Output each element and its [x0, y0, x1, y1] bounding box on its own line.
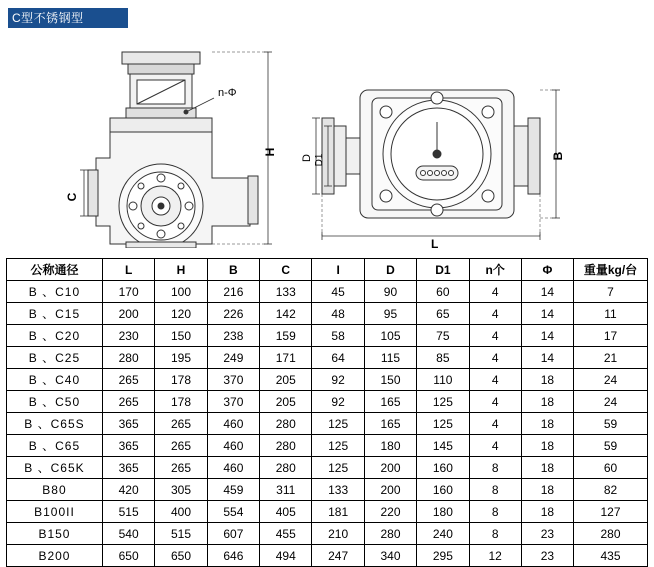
cell-c: 171	[260, 347, 312, 369]
cell-name: B100II	[7, 501, 103, 523]
cell-h: 265	[155, 457, 207, 479]
table-header-row	[7, 259, 648, 281]
cell-d1: 160	[417, 479, 469, 501]
cell-l: 540	[102, 523, 154, 545]
cell-c: 494	[260, 545, 312, 567]
cell-name: B 、C10	[7, 281, 103, 303]
cell-l: 265	[102, 391, 154, 413]
col-header-0: 公称通径	[7, 259, 103, 281]
cell-name: B 、C65	[7, 435, 103, 457]
cell-b: 460	[207, 457, 259, 479]
cell-name: B 、C20	[7, 325, 103, 347]
cell-i: 48	[312, 303, 364, 325]
cell-c: 205	[260, 369, 312, 391]
cell-phi: 18	[521, 413, 573, 435]
cell-weight: 435	[574, 545, 648, 567]
cell-c: 280	[260, 413, 312, 435]
cell-i: 92	[312, 391, 364, 413]
col-header-10: 重量kg/台	[574, 259, 648, 281]
cell-d1: 65	[417, 303, 469, 325]
cell-d: 165	[364, 391, 416, 413]
cell-h: 400	[155, 501, 207, 523]
cell-n: 4	[469, 435, 521, 457]
cell-h: 178	[155, 391, 207, 413]
cell-n: 4	[469, 303, 521, 325]
cell-i: 125	[312, 435, 364, 457]
cell-name: B200	[7, 545, 103, 567]
cell-c: 142	[260, 303, 312, 325]
cell-weight: 280	[574, 523, 648, 545]
cell-d: 165	[364, 413, 416, 435]
cell-i: 247	[312, 545, 364, 567]
cell-name: B 、C40	[7, 369, 103, 391]
cell-d1: 110	[417, 369, 469, 391]
cell-i: 181	[312, 501, 364, 523]
cell-phi: 18	[521, 479, 573, 501]
cell-h: 515	[155, 523, 207, 545]
table-row	[7, 545, 648, 567]
cell-c: 405	[260, 501, 312, 523]
cell-phi: 18	[521, 391, 573, 413]
cell-i: 58	[312, 325, 364, 347]
cell-l: 420	[102, 479, 154, 501]
cell-d: 340	[364, 545, 416, 567]
cell-b: 646	[207, 545, 259, 567]
cell-phi: 18	[521, 435, 573, 457]
cell-d1: 125	[417, 413, 469, 435]
cell-b: 460	[207, 413, 259, 435]
table-row	[7, 457, 648, 479]
col-header-9: Φ	[521, 259, 573, 281]
cell-c: 133	[260, 281, 312, 303]
label-b: B	[551, 151, 565, 161]
cell-l: 230	[102, 325, 154, 347]
cell-weight: 11	[574, 303, 648, 325]
cell-l: 200	[102, 303, 154, 325]
cell-weight: 59	[574, 413, 648, 435]
cell-h: 195	[155, 347, 207, 369]
cell-d: 200	[364, 457, 416, 479]
cell-phi: 18	[521, 369, 573, 391]
cell-i: 45	[312, 281, 364, 303]
cell-n: 8	[469, 523, 521, 545]
cell-d1: 125	[417, 391, 469, 413]
col-header-3: B	[207, 259, 259, 281]
cell-d: 90	[364, 281, 416, 303]
cell-phi: 23	[521, 545, 573, 567]
cell-b: 607	[207, 523, 259, 545]
cell-b: 460	[207, 435, 259, 457]
cell-d1: 145	[417, 435, 469, 457]
cell-b: 226	[207, 303, 259, 325]
table-row	[7, 347, 648, 369]
col-header-6: D	[364, 259, 416, 281]
cell-n: 4	[469, 391, 521, 413]
cell-d: 220	[364, 501, 416, 523]
label-l: L	[431, 237, 439, 248]
cell-i: 125	[312, 413, 364, 435]
cell-n: 4	[469, 369, 521, 391]
cell-b: 370	[207, 369, 259, 391]
spec-table-container	[6, 258, 648, 567]
cell-weight: 24	[574, 369, 648, 391]
cell-i: 64	[312, 347, 364, 369]
cell-d1: 240	[417, 523, 469, 545]
table-row	[7, 501, 648, 523]
label-h: H	[263, 147, 277, 157]
cell-weight: 7	[574, 281, 648, 303]
cell-b: 459	[207, 479, 259, 501]
cell-n: 8	[469, 479, 521, 501]
col-header-8: n个	[469, 259, 521, 281]
cell-name: B 、C65S	[7, 413, 103, 435]
cell-c: 159	[260, 325, 312, 347]
cell-b: 554	[207, 501, 259, 523]
label-d1: D1	[314, 153, 325, 167]
col-header-5: I	[312, 259, 364, 281]
cell-l: 365	[102, 413, 154, 435]
table-row	[7, 281, 648, 303]
cell-l: 515	[102, 501, 154, 523]
cell-n: 4	[469, 413, 521, 435]
table-row	[7, 369, 648, 391]
cell-c: 455	[260, 523, 312, 545]
cell-c: 280	[260, 435, 312, 457]
cell-d: 150	[364, 369, 416, 391]
col-header-2: H	[155, 259, 207, 281]
cell-n: 4	[469, 281, 521, 303]
cell-phi: 14	[521, 347, 573, 369]
table-body	[7, 281, 648, 567]
cell-i: 92	[312, 369, 364, 391]
cell-name: B 、C25	[7, 347, 103, 369]
cell-d1: 160	[417, 457, 469, 479]
cell-d1: 75	[417, 325, 469, 347]
cell-weight: 59	[574, 435, 648, 457]
cell-weight: 60	[574, 457, 648, 479]
table-row	[7, 325, 648, 347]
cell-h: 265	[155, 435, 207, 457]
cell-b: 216	[207, 281, 259, 303]
label-n-phi: n-Φ	[218, 87, 237, 99]
cell-i: 125	[312, 457, 364, 479]
drawing-area	[0, 30, 654, 248]
label-d: D	[301, 154, 313, 162]
cell-phi: 18	[521, 501, 573, 523]
table-row	[7, 435, 648, 457]
cell-h: 265	[155, 413, 207, 435]
cell-phi: 14	[521, 325, 573, 347]
cell-name: B80	[7, 479, 103, 501]
cell-l: 280	[102, 347, 154, 369]
cell-c: 205	[260, 391, 312, 413]
cell-d: 280	[364, 523, 416, 545]
cell-weight: 24	[574, 391, 648, 413]
cell-d1: 295	[417, 545, 469, 567]
col-header-4: C	[260, 259, 312, 281]
cell-d: 180	[364, 435, 416, 457]
cell-weight: 21	[574, 347, 648, 369]
table-row	[7, 479, 648, 501]
cell-d1: 85	[417, 347, 469, 369]
cell-name: B 、C15	[7, 303, 103, 325]
cell-i: 210	[312, 523, 364, 545]
cell-l: 650	[102, 545, 154, 567]
table-row	[7, 391, 648, 413]
cell-weight: 82	[574, 479, 648, 501]
cell-h: 150	[155, 325, 207, 347]
cell-l: 265	[102, 369, 154, 391]
flow-meter-drawings	[0, 30, 654, 248]
cell-l: 365	[102, 435, 154, 457]
cell-d: 95	[364, 303, 416, 325]
cell-name: B 、C50	[7, 391, 103, 413]
cell-h: 178	[155, 369, 207, 391]
cell-n: 12	[469, 545, 521, 567]
cell-l: 365	[102, 457, 154, 479]
cell-d: 105	[364, 325, 416, 347]
cell-b: 249	[207, 347, 259, 369]
cell-n: 4	[469, 325, 521, 347]
cell-phi: 14	[521, 303, 573, 325]
cell-b: 370	[207, 391, 259, 413]
cell-phi: 18	[521, 457, 573, 479]
cell-name: B150	[7, 523, 103, 545]
cell-phi: 23	[521, 523, 573, 545]
table-row	[7, 303, 648, 325]
cell-n: 4	[469, 347, 521, 369]
table-row	[7, 523, 648, 545]
cell-weight: 17	[574, 325, 648, 347]
col-header-1: L	[102, 259, 154, 281]
cell-h: 650	[155, 545, 207, 567]
cell-d: 200	[364, 479, 416, 501]
cell-l: 170	[102, 281, 154, 303]
cell-b: 238	[207, 325, 259, 347]
cell-c: 311	[260, 479, 312, 501]
cell-h: 305	[155, 479, 207, 501]
cell-n: 8	[469, 501, 521, 523]
cell-weight: 127	[574, 501, 648, 523]
cell-i: 133	[312, 479, 364, 501]
cell-d1: 60	[417, 281, 469, 303]
label-c: C	[65, 192, 79, 202]
cell-phi: 14	[521, 281, 573, 303]
cell-n: 8	[469, 457, 521, 479]
page-title: C型不锈钢型	[8, 8, 128, 28]
table-row	[7, 413, 648, 435]
col-header-7: D1	[417, 259, 469, 281]
cell-h: 100	[155, 281, 207, 303]
cell-h: 120	[155, 303, 207, 325]
spec-table	[6, 258, 648, 567]
cell-d1: 180	[417, 501, 469, 523]
cell-name: B 、C65K	[7, 457, 103, 479]
cell-c: 280	[260, 457, 312, 479]
cell-d: 115	[364, 347, 416, 369]
